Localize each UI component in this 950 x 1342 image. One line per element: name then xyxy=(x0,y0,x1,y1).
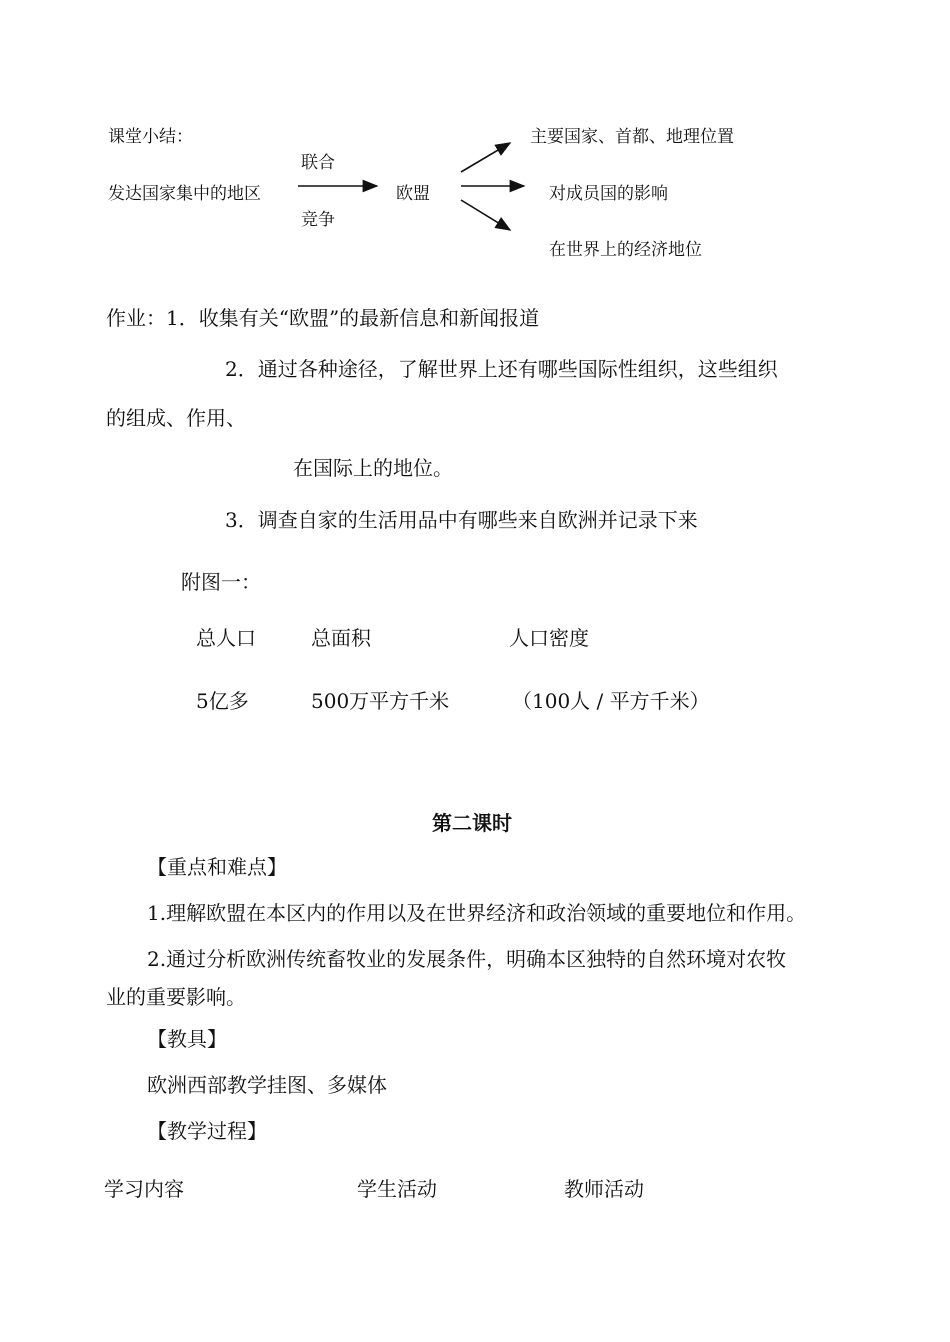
column-content: 学习内容 xyxy=(104,1177,184,1201)
appendix-value-density: （100人 / 平方千米） xyxy=(512,689,710,713)
appendix-title: 附图一： xyxy=(181,570,261,594)
homework-line-2c: 在国际上的地位。 xyxy=(293,456,453,480)
homework-line-2b: 的组成、作用、 xyxy=(106,406,246,430)
arrow-to-outcome-3 xyxy=(461,200,510,230)
appendix-header-population: 总人口 xyxy=(196,626,256,650)
key-points-heading: 【重点和难点】 xyxy=(147,855,287,879)
process-heading: 【教学过程】 xyxy=(147,1119,267,1143)
key-point-2a: 2.通过分析欧洲传统畜牧业的发展条件，明确本区独特的自然环境对农牧 xyxy=(147,947,787,971)
tools-text: 欧洲西部教学挂图、多媒体 xyxy=(147,1073,387,1097)
summary-heading: 课堂小结： xyxy=(108,127,193,147)
column-teacher: 教师活动 xyxy=(564,1177,644,1201)
diagram-outcome-3: 在世界上的经济地位 xyxy=(549,240,702,260)
homework-line-2a: 2．通过各种途径，了解世界上还有哪些国际性组织，这些组织 xyxy=(225,357,778,381)
appendix-header-density: 人口密度 xyxy=(509,626,589,650)
lesson-title: 第二课时 xyxy=(432,811,512,835)
appendix-header-area: 总面积 xyxy=(311,626,371,650)
key-point-1: 1.理解欧盟在本区内的作用以及在世界经济和政治领域的重要地位和作用。 xyxy=(147,901,807,925)
appendix-value-population: 5亿多 xyxy=(196,689,249,713)
diagram-outcome-2: 对成员国的影响 xyxy=(549,184,668,204)
arrow-to-outcome-1 xyxy=(461,143,510,172)
tools-heading: 【教具】 xyxy=(147,1027,227,1051)
homework-line-3: 3．调查自家的生活用品中有哪些来自欧洲并记录下来 xyxy=(225,508,698,532)
diagram-center: 欧盟 xyxy=(396,184,430,204)
arrow-label-top: 联合 xyxy=(301,153,335,173)
key-point-2b: 业的重要影响。 xyxy=(106,985,246,1009)
homework-line-1: 作业：1．收集有关“欧盟”的最新信息和新闻报道 xyxy=(106,306,540,330)
diagram-outcome-1: 主要国家、首都、地理位置 xyxy=(530,127,734,147)
column-student: 学生活动 xyxy=(357,1177,437,1201)
appendix-value-area: 500万平方千米 xyxy=(311,689,450,713)
arrow-label-bottom: 竞争 xyxy=(301,210,335,230)
diagram-arrows xyxy=(0,0,950,300)
diagram-source: 发达国家集中的地区 xyxy=(108,184,261,204)
